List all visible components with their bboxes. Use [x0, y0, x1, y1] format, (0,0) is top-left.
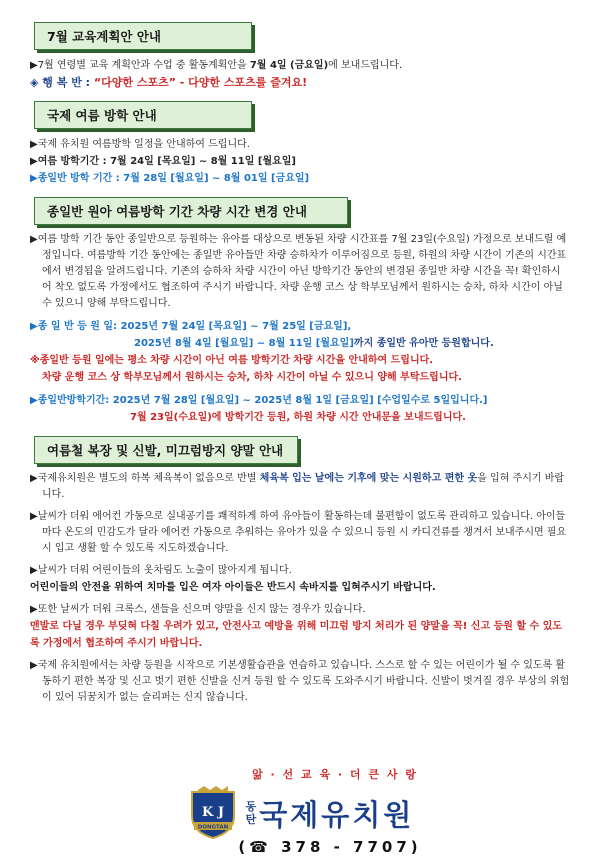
- paragraph: ▶국제 유치원에서는 차량 등원을 시작으로 기본생활습관을 연습하고 있습니다. 스스로 할 수 있는 어린이가 될 수 있도록 활동하기 편한 복장 및 신고 벗기 편한 신발을 신겨 등원 할 수 있도록 도와주시기 바랍니다. 신발이 벗겨질 경우 부상의 위험이 있어 뒤꿈치가 없는 슬리퍼는 신지 않습니다.: [30, 660, 570, 703]
- red-notice-2: 차량 운행 코스 상 학부모님께서 원하시는 승차, 하차 시간이 아닐 수 있으니 양해 부탁드립니다.: [42, 372, 462, 383]
- dates: 2025년 8월 4일 [월요일] ~ 8월 11일 [월요일]: [134, 338, 354, 349]
- note: 까지 종일반 유아만 등원합니다.: [353, 338, 494, 349]
- section-title: 종일반 원아 여름방학 기간 차량 시간 변경 안내: [34, 197, 348, 225]
- text: ▶7월 연령별 교육 계획안과 수업 중 활동계획안을: [30, 60, 250, 71]
- paragraph: ▶날씨가 더워 어린이들의 옷차림도 노출이 많아지게 됩니다.: [30, 565, 292, 576]
- section-title: 7월 교육계획안 안내: [34, 22, 252, 50]
- red-notice: 맨발로 다닐 경우 부딪혀 다칠 우려가 있고, 안전사고 예방을 위해 미끄럼 방지 처리가 된 양말을 꼭! 신고 등원 할 수 있도록 가정에서 협조하여 주시기 바랍니다.: [30, 621, 563, 649]
- phone-number: (☎ 378 - 7707): [238, 838, 422, 856]
- text: ▶국제유치원은 별도의 하복 체육복이 없음으로 반별: [30, 473, 260, 484]
- red-notice-1: ※종일반 등원 일에는 평소 차량 시간이 아닌 여름 방학기간 차량 시간을 안내하여 드립니다.: [30, 355, 434, 366]
- paragraph: ▶또한 날씨가 더워 크록스, 샌들을 신으며 양말을 신지 않는 경우가 있습니다.: [30, 604, 366, 615]
- attendance-dates-1: ▶종 일 반 등 원 일: 2025년 7월 24일 [목요일] ~ 7월 25일 [금요일],: [30, 321, 352, 332]
- svg-text:DONGTAN: DONGTAN: [197, 824, 228, 831]
- fullday-vacation-period: ▶종일반 방학 기간 : 7월 28일 [월요일] ~ 8월 01일 [금요일]: [30, 173, 310, 184]
- section-title: 국제 여름 방학 안내: [34, 101, 252, 129]
- safety-notice: 어린이들의 안전을 위하여 치마를 입은 여자 아이들은 반드시 속바지를 입혀주시기 바랍니다.: [30, 582, 436, 593]
- section-title: 여름철 복장 및 신발, 미끄럼방지 양말 안내: [34, 436, 298, 464]
- svg-text:K J: K J: [201, 805, 224, 820]
- paragraph: [30, 471, 570, 503]
- happy-class-line: [30, 74, 570, 91]
- paragraph: ▶날씨가 더워 에어컨 가동으로 실내공기를 쾌적하게 하여 유아들이 활동하는데 불편함이 없도록 관리하고 있습니다. 아이들 마다 온도의 민감도가 달라 에어컨 가동으로 추워하는 유아가 있을 수 있으니 등원 시 카디건류를 챙겨서 보내주시면 필요시 입고 생활 할 수 있도록 지도하겠습니다.: [30, 511, 567, 554]
- brand-name: 국제유치원: [259, 797, 415, 832]
- brand-small-1: 동: [245, 800, 257, 813]
- date-text: 7월 4일 (금요일): [249, 60, 329, 71]
- paragraph: ▶여름 방학 기간 동안 종일반으로 등원하는 유아를 대상으로 변동된 차량 시간표를 7월 23일(수요일) 가정으로 보내드릴 예정입니다. 여름방학 기간 동안에는 종일반 유아들만 차량 승하차가 이루어짐으로 등원, 하원의 차량 시간이 기존의 시간표에서 변경됨을 알려드립니다. 기존의 승하차 차량 시간이 아닌 방학기간 동안의 변경된 종일반 차량 시간을 꼭! 확인하시어 착오 없도록 가정에서도 협조하여 주시기 바랍니다. 차량 운행 코스 상 학부모님께서 원하시는 승차, 하차 시간이 아닐 수 있으니 양해 부탁드립니다.: [30, 234, 567, 309]
- text: 을 입혀 주시기 바랍니다.: [42, 473, 565, 500]
- theme-text: “다양한 스포츠” - 다양한 스포츠를 즐겨요!: [93, 76, 308, 89]
- section-bus-time-change: [30, 197, 570, 426]
- july-plan-line: [30, 57, 570, 74]
- attendance-dates-2: [30, 335, 570, 352]
- brand-small: [246, 800, 260, 826]
- vacation-notice: 7월 23일(수요일)에 방학기간 등원, 하원 차량 시간 안내문을 보내드립니다.: [130, 412, 466, 423]
- text: 에 보내드립니다.: [328, 60, 403, 71]
- footer-logo: [0, 766, 600, 856]
- section-summer-clothing: [30, 436, 570, 706]
- highlight: 체육복 입는 날에는 기후에 맞는 시원하고 편한 옷: [259, 473, 478, 484]
- vacation-period: ▶여름 방학기간 : 7월 24일 [목요일] ~ 8월 11일 [월요일]: [30, 156, 296, 167]
- kindergarten-emblem-icon: [186, 786, 240, 840]
- logo-row: [0, 786, 600, 840]
- fullday-vacation-dates: ▶종일반방학기간: 2025년 7월 28일 [월요일] ~ 2025년 8월 1일 [금요일] [수업일수로 5일입니다.]: [30, 395, 488, 406]
- brand-small-2: 탄: [245, 813, 257, 826]
- section-summer-vacation: [30, 101, 570, 187]
- class-label: ◈ 행 복 반 :: [30, 76, 94, 89]
- text: ▶국제 유치원 여름방학 일정을 안내하여 드립니다.: [30, 139, 250, 150]
- section-july-plan: [30, 22, 570, 91]
- slogan: 앎 · 선 교 육 · 더 큰 사 랑: [252, 768, 418, 781]
